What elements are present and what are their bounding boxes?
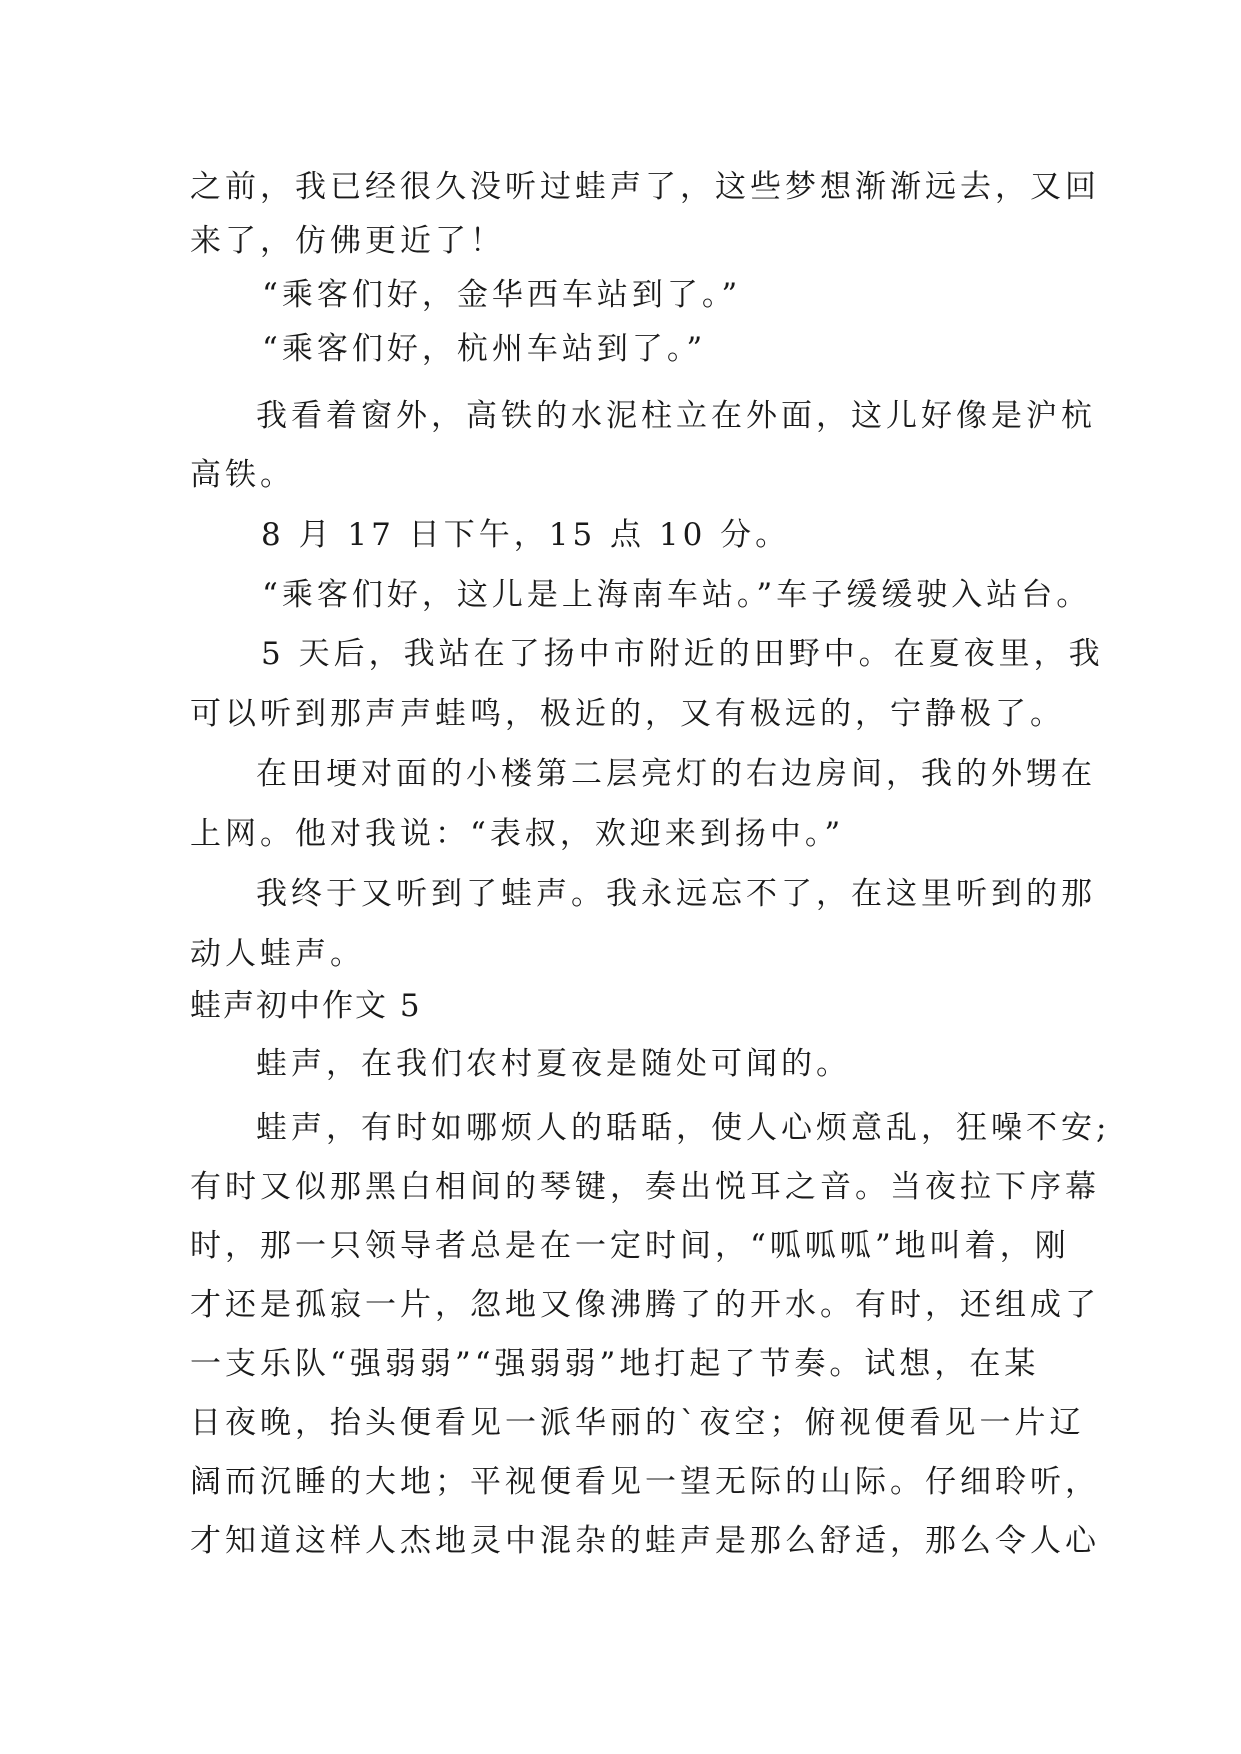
paragraph-line: 时，那一只领导者总是在一定时间，“呱呱呱”地叫着，刚 [190,1228,1070,1264]
paragraph-line: 日夜晚，抬头便看见一派华丽的`夜空；俯视便看见一片辽 [190,1405,1085,1441]
paragraph-line: 可以听到那声声蛙鸣，极近的，又有极远的，宁静极了。 [190,696,1065,732]
paragraph-line: 蛙声，有时如哪烦人的聒聒，使人心烦意乱，狂噪不安; [256,1110,1111,1146]
section-heading: 蛙声初中作文 5 [190,988,422,1024]
paragraph-line: 我看着窗外，高铁的水泥柱立在外面，这儿好像是沪杭 [256,398,1096,434]
paragraph-line: 蛙声，在我们农村夏夜是随处可闻的。 [256,1046,851,1082]
paragraph-line: 在田埂对面的小楼第二层亮灯的右边房间，我的外甥在 [256,756,1096,792]
paragraph-line: 动人蛙声。 [190,936,365,972]
paragraph-line: 上网。他对我说：“表叔，欢迎来到扬中。” [190,816,845,852]
paragraph-line: 8 月 17 日下午，15 点 10 分。 [261,517,791,553]
paragraph-line: 高铁。 [190,457,295,493]
paragraph-line: “乘客们好，金华西车站到了。” [262,277,742,313]
paragraph-line: 5 天后，我站在了扬中市附近的田野中。在夏夜里，我 [261,636,1104,672]
paragraph-line: 阔而沉睡的大地；平视便看见一望无际的山际。仔细聆听， [190,1464,1100,1500]
paragraph-line: 一支乐队“强弱弱”“强弱弱”地打起了节奏。试想，在某 [190,1346,1040,1382]
paragraph-line: “乘客们好，杭州车站到了。” [262,331,707,367]
paragraph-line: 之前，我已经很久没听过蛙声了，这些梦想渐渐远去，又回 [190,169,1100,205]
paragraph-line: 才知道这样人杰地灵中混杂的蛙声是那么舒适，那么令人心 [190,1523,1100,1559]
paragraph-line: 有时又似那黑白相间的琴键，奏出悦耳之音。当夜拉下序幕 [190,1169,1100,1205]
paragraph-line: 我终于又听到了蛙声。我永远忘不了，在这里听到的那 [256,876,1096,912]
paragraph-line: 才还是孤寂一片，忽地又像沸腾了的开水。有时，还组成了 [190,1287,1100,1323]
paragraph-line: 来了，仿佛更近了！ [190,223,505,259]
paragraph-line: “乘客们好，这儿是上海南车站。”车子缓缓驶入站台。 [262,577,1092,613]
